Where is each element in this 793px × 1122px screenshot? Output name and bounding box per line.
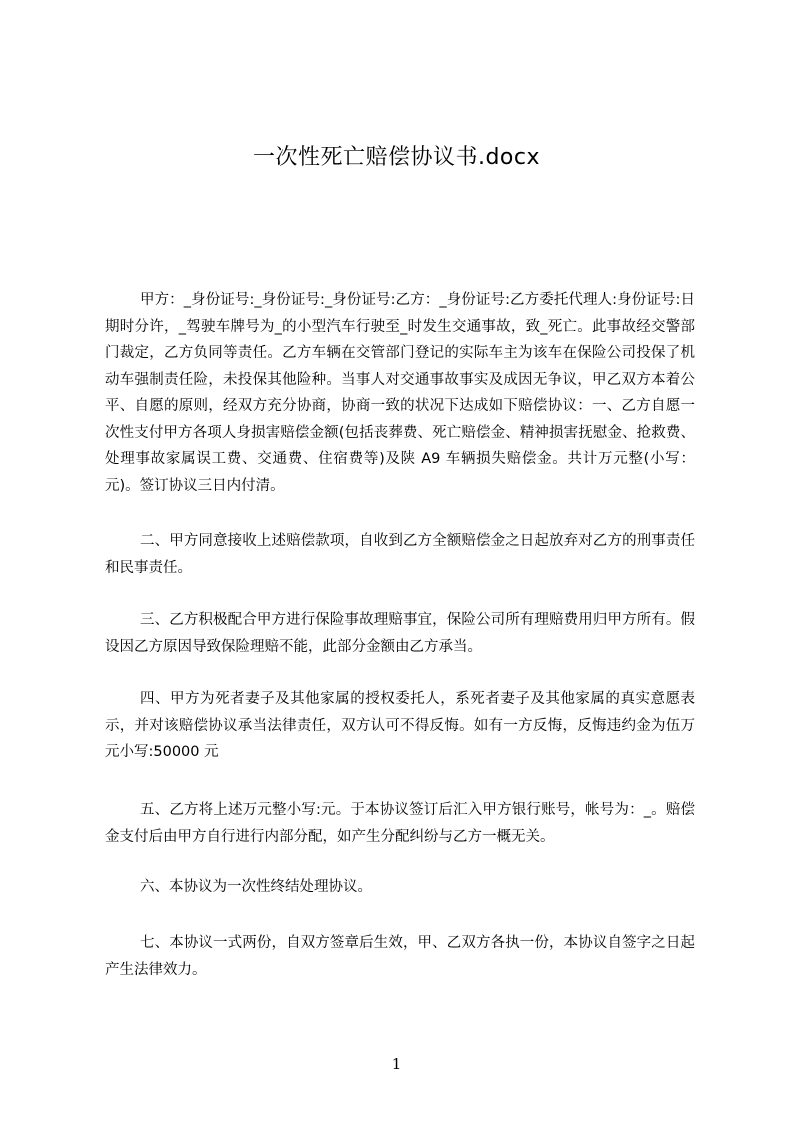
paragraph-clause-4: 四、甲方为死者妻子及其他家属的授权委托人，系死者妻子及其他家属的真实意愿表示，并对该赔偿协议承当法律责任，双方认可不得反悔。如有一方反悔，反悔违约金为伍万元小写:50000 元 [105,691,695,760]
paragraph-clause-7: 七、本协议一式两份，自双方签章后生效，甲、乙双方各执一份，本协议自签字之日起产生法律效力。 [105,935,695,978]
document-title: 一次性死亡赔偿协议书.docx [252,145,541,170]
page-number: 1 [391,1055,402,1073]
paragraph-clause-5: 五、乙方将上述万元整小写:元。于本协议签订后汇入甲方银行账号，帐号为：_。赔偿金支付后由甲方自行进行内部分配，如产生分配纠纷与乙方一概无关。 [105,802,695,845]
paragraph-parties-and-compensation: 甲方：_身份证号:_身份证号:_身份证号:乙方：_身份证号:乙方委托代理人:身份证号:日期时分许，_驾驶车牌号为_的小型汽车行驶至_时发生交通事故，致_死亡。此事故经交警部门裁定，乙方负同等责任。乙方车辆在交管部门登记的实际车主为该车在保险公司投保了机动车强制责任险，未投保其他险种。当事人对交通事故事实及成因无争议，甲乙双方本着公平、自愿的原则，经双方充分协商，协商一致的状况下达成如下赔偿协议：一、乙方自愿一次性支付甲方各项人身损害赔偿金额(包括丧葬费、死亡赔偿金、精神损害抚慰金、抢救费、处理事故家属误工费、交通费、住宿费等)及陕 A9 车辆损失赔偿金。共计万元整(小写：元)。签订协议三日内付清。 [105,292,695,494]
paragraph-clause-3: 三、乙方积极配合甲方进行保险事故理赔事宜，保险公司所有理赔费用归甲方所有。假设因乙方原因导致保险理赔不能，此部分金额由乙方承当。 [105,612,695,655]
paragraph-clause-2: 二、甲方同意接收上述赔偿款项，自收到乙方全额赔偿金之日起放弃对乙方的刑事责任和民事责任。 [105,533,695,576]
paragraph-clause-6: 六、本协议为一次性终结处理协议。 [140,879,372,895]
